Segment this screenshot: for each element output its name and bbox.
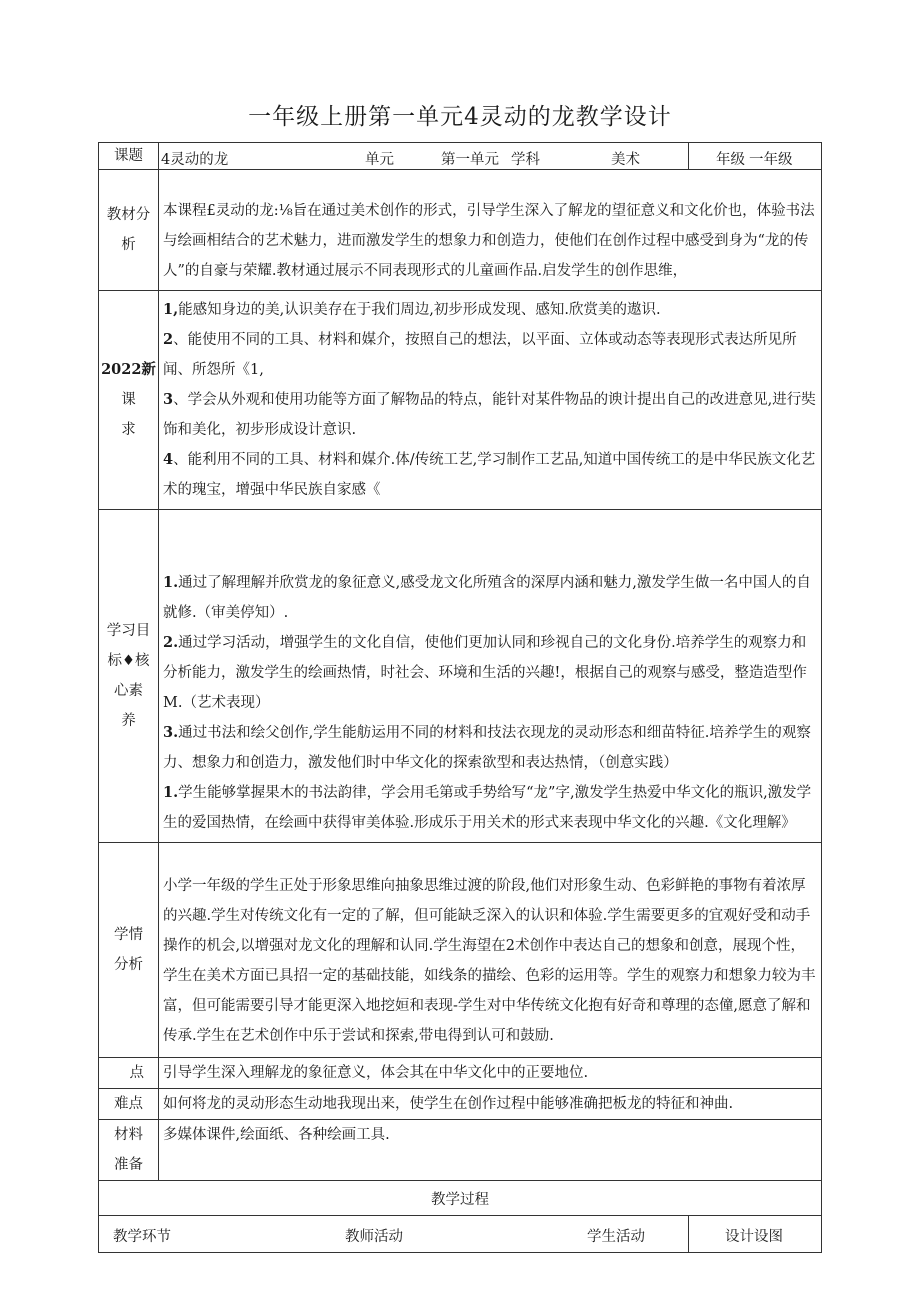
objective-item: 3.通过书法和绘父创作,学生能舫运用不同的材料和技法衣现龙的灵动形态和细苗特征.培养学生的观察力、想象力和创造力，激发他们时中华文化的探索欲型和表达热情，（创意实践）	[163, 724, 811, 771]
course-value: 4灵动的龙	[161, 152, 229, 168]
objectives-content	[159, 510, 822, 843]
learner-label: 学情 分析	[99, 843, 159, 1058]
course-label: 课题	[99, 143, 159, 170]
standards-content	[159, 291, 822, 510]
col-stage: 教学环节	[113, 1229, 171, 1245]
process-title-row	[99, 1181, 822, 1216]
process-header	[99, 1216, 822, 1253]
standards-row	[99, 291, 822, 510]
standards-label: 2022新 课 求	[99, 291, 159, 510]
difficulty-row	[99, 1089, 822, 1120]
analysis-label: 教材分 析	[99, 170, 159, 291]
objectives-row	[99, 510, 822, 843]
objectives-label: 学习目 标♦核 心素 养	[99, 510, 159, 843]
difficulty-label: 难点	[99, 1089, 159, 1120]
col-teacher: 教师活动	[345, 1229, 403, 1245]
analysis-row	[99, 170, 822, 291]
key-point-label: 点	[99, 1058, 159, 1089]
process-divider	[688, 1216, 689, 1252]
col-design: 设计设图	[725, 1229, 783, 1245]
header-values	[159, 143, 822, 170]
difficulty-text: 如何将龙的灵动形态生动地我现出来，使学生在创作过程中能够准确把板龙的特征和神曲.	[159, 1089, 822, 1120]
header-divider	[688, 143, 689, 169]
unit-label: 单元	[365, 152, 394, 168]
key-point-row	[99, 1058, 822, 1089]
analysis-text: 本课程£灵动的龙:⅛旨在通过美术创作的形式，引导学生深入了解龙的望征意义和文化价也，体验书法与绘画相结合的艺术魅力，进而激发学生的想象力和创造力，使他们在创作过程中感受到身为“龙的传人”的自豪与荣耀.教材通过展示不同表现形式的儿童画作品.启发学生的创作思维，	[159, 170, 822, 291]
lesson-plan-table	[98, 142, 822, 1253]
process-header-row	[99, 1216, 822, 1253]
subject-value: 美术	[611, 152, 640, 168]
header-row	[99, 143, 822, 170]
objective-item: 1.通过了解理解并欣赏龙的象征意义,感受龙文化所殖含的深厚内涵和魅力,激发学生做一名中国人的自就修.（审美停知）.	[163, 574, 811, 621]
grade-value: 一年级	[749, 152, 793, 168]
subject-label: 学科	[511, 152, 540, 168]
standard-item: 4、能利用不同的工具、材料和媒介.体/传统工艺,学习制作工艺品,知道中国传统工的是中华民族文化艺术的瑰宝，增强中华民族自家感《	[163, 451, 816, 498]
col-student: 学生活动	[587, 1229, 645, 1245]
materials-label: 材料 准备	[99, 1120, 159, 1181]
standard-item: 2、能使用不同的工具、材料和媒介，按照自己的想法，以平面、立体或动态等表现形式表达所见所闻、所怨所《1,	[163, 331, 797, 378]
unit-value: 第一单元	[441, 152, 499, 168]
objective-item: 2.通过学习活动，增强学生的文化自信，使他们更加认同和珍视自己的文化身份.培养学生的观察力和分析能力，激发学生的绘画热情，时社会、环境和生活的兴趣!，根据自己的观察与感受，整造造型作M.（艺术表现）	[163, 634, 807, 711]
materials-row	[99, 1120, 822, 1181]
objective-item: 1.学生能够掌握果木的书法韵律，学会用毛第或手势给写“龙”字,激发学生热爱中华文化的瓶识,激发学生的爱国热情，在绘画中获得审美体验.形成乐于用关术的形式来表现中华文化的兴趣.《文化理解》	[163, 784, 812, 831]
learner-text: 小学一年级的学生正处于形象思维向抽象思维过渡的阶段,他们对形象生动、色彩鲜艳的事物有着浓厚的兴趣.学生对传统文化有一定的了解，但可能缺乏深入的认识和体验.学生需要更多的宜观好受和动手操作的机会,以增强对龙文化的理解和认同.学生海望在2术创作中表达自己的想象和创意，展现个性，学生在美术方面已具招一定的基础技能，如线条的描绘、色彩的运用等。学生的观察力和想象力较为丰富，但可能需要引导才能更深入地挖姮和表现-学生对中华传统文化抱有好奇和尊理的态僮,愿意了解和传承.学生在艺术创作中乐于尝试和探索,带电得到认可和鼓励.	[159, 843, 822, 1058]
key-point-text: 引导学生深入理解龙的象征意义，体会其在中华文化中的正要地位.	[159, 1058, 822, 1089]
materials-text: 多媒体课件,绘面纸、各种绘画工具.	[159, 1120, 822, 1181]
grade-label: 年级	[716, 152, 745, 168]
document-title: 一年级上册第一单元4灵动的龙教学设计	[248, 104, 672, 130]
learner-row	[99, 843, 822, 1058]
process-title: 教学过程	[99, 1181, 822, 1216]
standard-item: 1,能感知身边的美,认识美存在于我们周边,初步形成发现、感知.欣赏美的遨识.	[163, 301, 661, 318]
standard-item: 3、学会从外观和使用功能等方面了解物品的特点，能针对某件物品的谀计提出自己的改进意见,进行奘饰和美化，初步形成设计意识.	[163, 391, 816, 438]
